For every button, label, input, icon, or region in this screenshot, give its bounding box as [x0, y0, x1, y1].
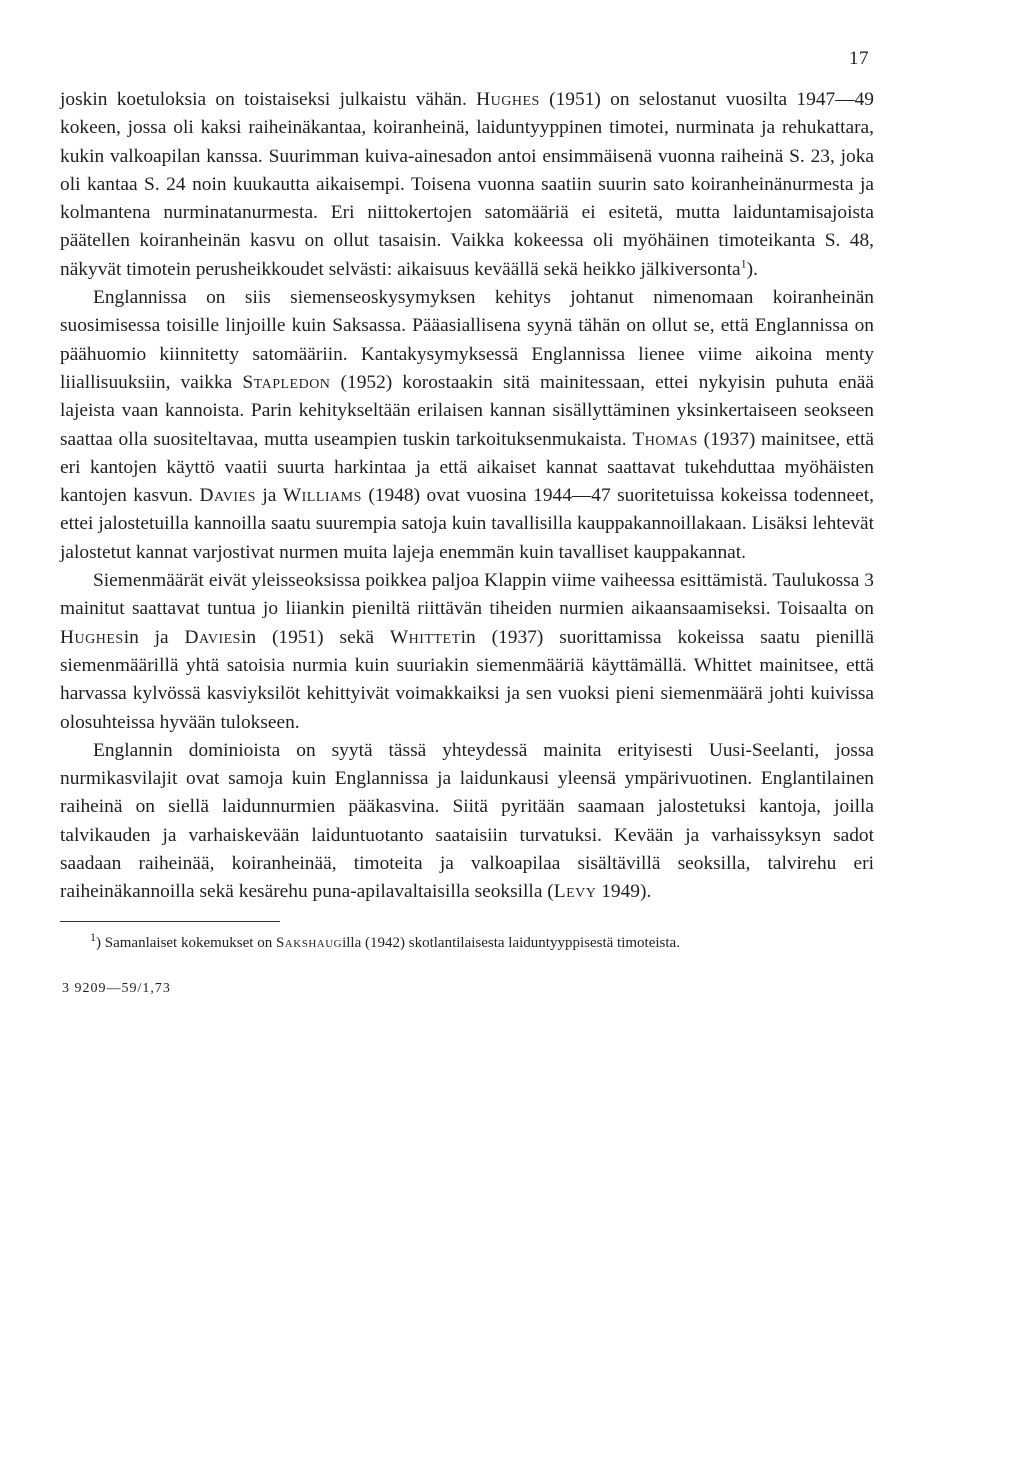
author-name: Whittet	[389, 626, 461, 648]
paragraph-4: Englannin dominioista on syytä tässä yhteydessä mainita erityisesti Uusi-Seelanti, jossa nurmikasvilajit ovat samoja kuin Englannissa ja laidunkausi yleensä ympärivuotinen. Englantilainen raiheinä on siellä laidunnurmien pääkasvina. Siitä pyritään saamaan jalostetuksi kantoja, joilla talvikauden ja varhaiskevään laiduntuotanto saataisiin turvatuksi. Kevään ja varhaissyksyn sadot saadaan raiheinää, koiranheinää, timoteita ja valkoapilaa sisältävillä seoksilla, talvirehu eri raiheinäkannoilla sekä kesärehu puna-apilavaltaisilla seoksilla (Levy 1949).	[60, 739, 874, 903]
author-name: Thomas	[632, 428, 698, 450]
paragraph-1: joskin koetuloksia on toistaiseksi julkaistu vähän. Hughes (1951) on selostanut vuosilta 1947—49 kokeen, jossa oli kaksi raiheinäkantaa, koiranheinä, laiduntyyppinen timotei, nurminata ja rehukattara, kukin valkoapilan kanssa. Suurimman kuiva-ainesadon antoi ensimmäisenä vuonna raiheinä S. 23, joka oli kantaa S. 24 noin kuukautta aikaisempi. Toisena vuonna saatiin suurin sato koiranheinänurmesta ja kolmantena nurminatanurmesta. Eri niittokertojen satomääriä ei esitetä, mutta laiduntamisajoista päätellen koiranheinän kasvu on ollut tasaisin. Vaikka kokeessa oli myöhäinen timoteikanta S. 48, näkyvät timotein perusheikkoudet selvästi: aikaisuus keväällä sekä heikko jälkiversonta$^1$).	[60, 89, 874, 280]
author-name: Davies	[184, 626, 241, 648]
author-name: Sakshaug	[275, 935, 343, 951]
paragraph-2: Englannissa on siis siemenseoskysymyksen kehitys johtanut nimenomaan koiranheinän suosimisessa toisille linjoille kuin Saksassa. Pääasiallisena syynä tähän on ollut se, että Englannissa on päähuomio kiinnitetty satomääriin. Kantakysymyksessä Englannissa lienee viime aikoina menty liiallisuuksiin, vaikka Stapledon (1952) korostaakin sitä mainitessaan, ettei nykyisin puhuta enää lajeista vaan kannoista. Parin kehitykseltään erilaisen kannan sisällyttäminen yksinkertaiseen seokseen saattaa olla suositeltavaa, mutta useampien tuskin tarkoituksenmukaista. Thomas (1937) mainitsee, että eri kantojen käyttö vaatii suurta harkintaa ja että aikaiset kannat saattavat tukehduttaa myöhäisten kantojen kasvun. Davies ja Williams (1948) ovat vuosina 1944—47 suoritetuissa kokeissa todenneet, ettei jalostetuilla kannoilla saatu suurempia satoja kuin tavallisilla kauppakannoillakaan. Lisäksi lehtevät jalostetut kannat varjostivat nurmen muita lajeja enemmän kuin tavalliset kauppakannat.	[60, 287, 874, 563]
author-name: Davies	[199, 485, 256, 507]
page-number: 17	[849, 48, 869, 69]
footnote-divider	[60, 921, 280, 922]
author-name: Stapledon	[242, 371, 331, 393]
author-name: Hughes	[476, 89, 540, 110]
paragraph-3: Siemenmäärät eivät yleisseoksissa poikkea paljoa Klappin viime vaiheessa esittämistä. Taulukossa 3 mainitut saattavat tuntua jo liiankin pieniltä riittävän tiheiden nurmien aikaansaamiseksi. Toisaalta on Hughesin ja Daviesin (1951) sekä Whittetin (1937) suorittamissa kokeissa saatu pienillä siemenmäärillä yhtä satoisia nurmia kuin suuriakin siemenmääriä käyttämällä. Whittet mainitsee, että harvassa kylvössä kasviyksilöt kehittyivät voimakkaiksi ja sen vuoksi pieni siemenmäärä johti kuivissa olosuhteissa hyvään tulokseen.	[60, 570, 874, 733]
footnote: $^1$) Samanlaiset kokemukset on Sakshaugilla (1942) skotlantilaisesta laiduntyyppisestä timoteista.	[90, 930, 680, 951]
print-code: 3 9209—59/1,73	[62, 981, 171, 996]
footnote-reference: 1	[740, 256, 747, 271]
author-name: Williams	[282, 485, 362, 507]
footnote-mark: 1	[90, 930, 96, 944]
author-name: Hughes	[60, 626, 124, 648]
body-text	[60, 86, 874, 907]
author-name: Levy	[553, 881, 597, 903]
